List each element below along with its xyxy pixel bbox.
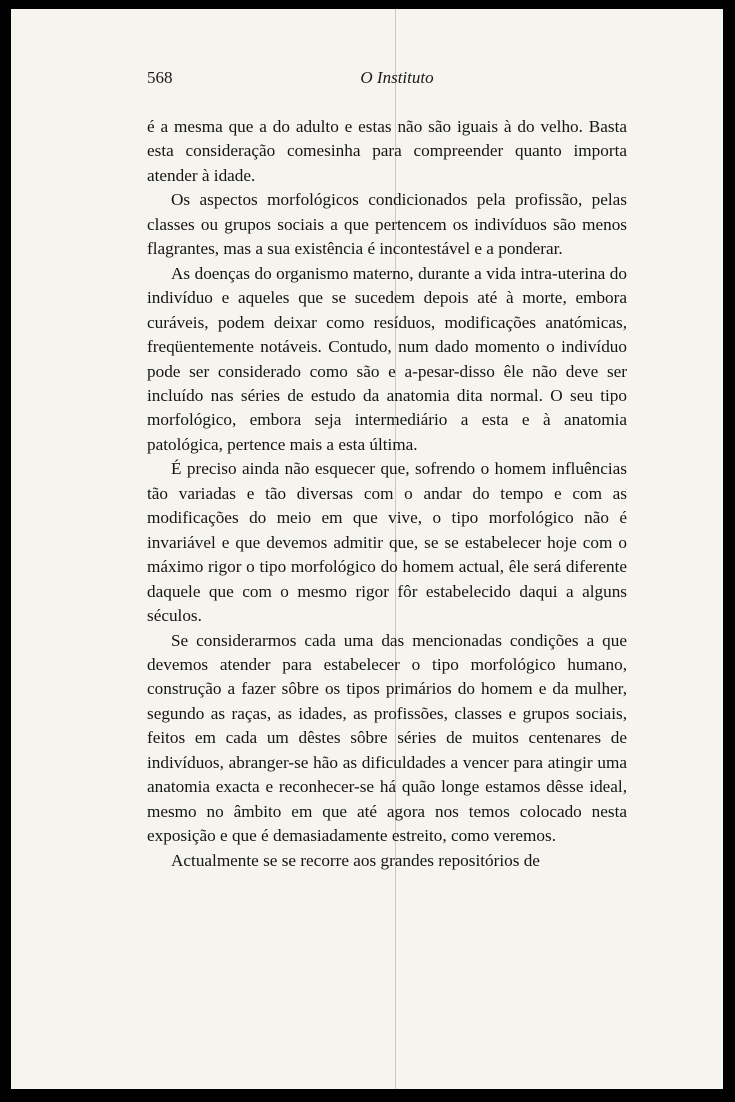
page-number: 568: [147, 68, 173, 87]
body-text: [147, 115, 627, 873]
paragraph-conditions: Se considerarmos cada uma das mencionadas condições a que devemos atender para estabelecer o tipo morfológico humano, construção a fazer sôbre os tipos primários do homem e da mulher, segundo as raças, as idades, as profissões, classes e grupos sociais, feitos em cada um dêstes sôbre séries de muitos centenares de indivíduos, abranger-se hão as dificuldades a vencer para atingir uma anatomia exacta e reconhecer-se há quão longe estamos dêsse ideal, mesmo no âmbito em que até agora nos temos colocado nesta exposição e que é demasiadamente estreito, como veremos.: [147, 630, 627, 846]
paragraph-maternal-diseases: As doenças do organismo materno, durante a vida intra-uterina do indivíduo e aqueles que se sucedem depois até à morte, embora curáveis, podem deixar como resíduos, modificações anatómicas, freqüentemente notáveis. Contudo, num dado momento o indivíduo pode ser considerado como são e a-pesar-disso êle não deve ser incluído nas séries de estudo da anatomia dita normal. O seu tipo morfológico, embora seja intermediário a esta e à anatomia patológica, pertence mais a esta última.: [147, 263, 627, 454]
paragraph-repositories: Actualmente se se recorre aos grandes repositórios de: [171, 850, 540, 870]
paragraph-continuation: é a mesma que a do adulto e estas não são iguais à do velho. Basta esta consideração comesinha para compreender quanto importa atender à idade.: [147, 117, 627, 185]
running-head: [147, 68, 627, 94]
paragraph-environment-influences: É preciso ainda não esquecer que, sofrendo o homem influências tão variadas e tão diversas com o andar do tempo e com as modificações do meio em que vive, o tipo morfológico não é invariável e que devemos admitir que, se se estabelecer hoje com o máximo rigor o tipo morfológico do homem actual, êle será diferente daquele que com o mesmo rigor fôr estabelecido daqui a alguns séculos.: [147, 459, 627, 626]
paragraph-morphological-aspects: Os aspectos morfológicos condicionados pela profissão, pelas classes ou grupos sociais a que pertencem os indivíduos são menos flagrantes, mas a sua existência é incontestável e a ponderar.: [147, 190, 627, 259]
journal-title: O Instituto: [360, 68, 434, 87]
